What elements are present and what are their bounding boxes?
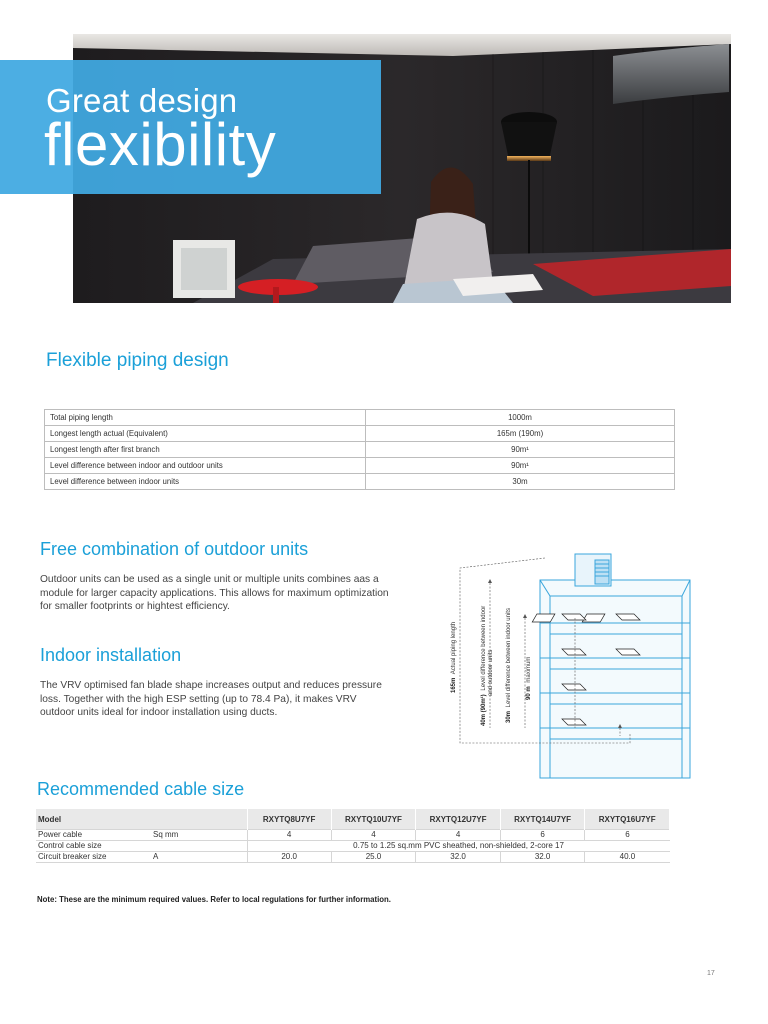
cable-heading: Recommended cable size: [37, 779, 245, 799]
model-col: RXYTQ8U7YF: [247, 809, 331, 830]
model-col: RXYTQ14U7YF: [500, 809, 585, 830]
cable-value: 4: [247, 830, 331, 841]
diagram-actual-bold: 165m: [451, 677, 457, 693]
table-row: [45, 426, 675, 442]
svg-text:165m Actual piping length: [451, 622, 457, 693]
cable-value: 6: [500, 830, 585, 841]
piping-value: 90m¹: [366, 442, 675, 458]
piping-value: 90m¹: [366, 458, 675, 474]
cable-label: Circuit breaker size: [36, 852, 151, 863]
table-row: [45, 442, 675, 458]
svg-text:40m (90m¹) Level differenc: [480, 606, 487, 726]
page-title-line2: flexibility: [44, 111, 277, 178]
cable-value: 40.0: [585, 852, 670, 863]
model-col: RXYTQ12U7YF: [416, 809, 501, 830]
cable-value: 4: [416, 830, 501, 841]
piping-value: 1000m: [366, 410, 675, 426]
diagram-level-label-2: and outdoor units: [488, 649, 494, 696]
indoor-installation-text: The VRV optimised fan blade shape increases output and reduces pressure loss. Together with the high ESP setting (up to 78.4 Pa), it makes VRV outdoor units ideal for indoor installation using ducts.: [40, 680, 382, 718]
piping-label: Level difference between indoor and outdoor units: [45, 458, 366, 474]
svg-text:90 m maximum: [526, 657, 532, 700]
piping-label: Level difference between indoor units: [45, 474, 366, 490]
cable-unit: [151, 841, 247, 852]
free-combination-heading: Free combination of outdoor units: [40, 539, 309, 559]
piping-table: [44, 409, 675, 490]
piping-label: Longest length after first branch: [45, 442, 366, 458]
footnote: Note: These are the minimum required values. Refer to local regulations for further information.: [37, 895, 391, 904]
cable-value: 25.0: [331, 852, 416, 863]
cable-table: [36, 809, 670, 863]
page-number: 17: [707, 970, 715, 977]
piping-label: Total piping length: [45, 410, 366, 426]
model-header: Model: [36, 809, 247, 830]
cable-value: 6: [585, 830, 670, 841]
table-row: [45, 474, 675, 490]
cable-value: 4: [331, 830, 416, 841]
free-combination-text: Outdoor units can be used as a single unit or multiple units combines aas a module for larger capacity applications. This allows for maximum optimization for smaller footprints or hightest efficiency.: [40, 574, 389, 612]
cable-label: Power cable: [36, 830, 151, 841]
piping-value: 165m (190m): [366, 426, 675, 442]
table-row: [36, 830, 670, 841]
model-col: RXYTQ10U7YF: [331, 809, 416, 830]
model-col: RXYTQ16U7YF: [585, 809, 670, 830]
cable-value: 32.0: [416, 852, 501, 863]
table-row: [36, 841, 670, 852]
piping-label: Longest length actual (Equivalent): [45, 426, 366, 442]
cable-label: Control cable size: [36, 841, 151, 852]
table-row: [36, 852, 670, 863]
diagram-max-bold: 90 m: [526, 686, 532, 700]
diagram-level-label-1: Level difference between indoor: [481, 605, 487, 691]
cable-value: 32.0: [500, 852, 585, 863]
cable-unit: Sq mm: [151, 830, 247, 841]
table-row: [45, 458, 675, 474]
cable-value: 20.0: [247, 852, 331, 863]
diagram-indoor-label: Level difference between indoor units: [506, 608, 512, 708]
diagram-max-label: maximum: [526, 656, 532, 683]
building-piping-diagram: [430, 548, 700, 783]
diagram-actual-label: Actual piping length: [451, 621, 457, 675]
svg-text:30m Level difference betwe: [506, 608, 512, 723]
indoor-installation-heading: Indoor installation: [40, 645, 182, 665]
diagram-level-bold: 40m (90m¹): [481, 694, 487, 726]
diagram-indoor-bold: 30m: [506, 710, 512, 723]
cable-unit: A: [151, 852, 247, 863]
piping-heading: Flexible piping design: [46, 350, 229, 371]
page-title-line1: Great design: [46, 82, 238, 119]
cable-value-merged: 0.75 to 1.25 sq.mm PVC sheathed, non-shielded, 2-core 17: [247, 841, 669, 852]
table-row: [45, 410, 675, 426]
piping-value: 30m: [366, 474, 675, 490]
cable-header-row: [36, 809, 670, 830]
